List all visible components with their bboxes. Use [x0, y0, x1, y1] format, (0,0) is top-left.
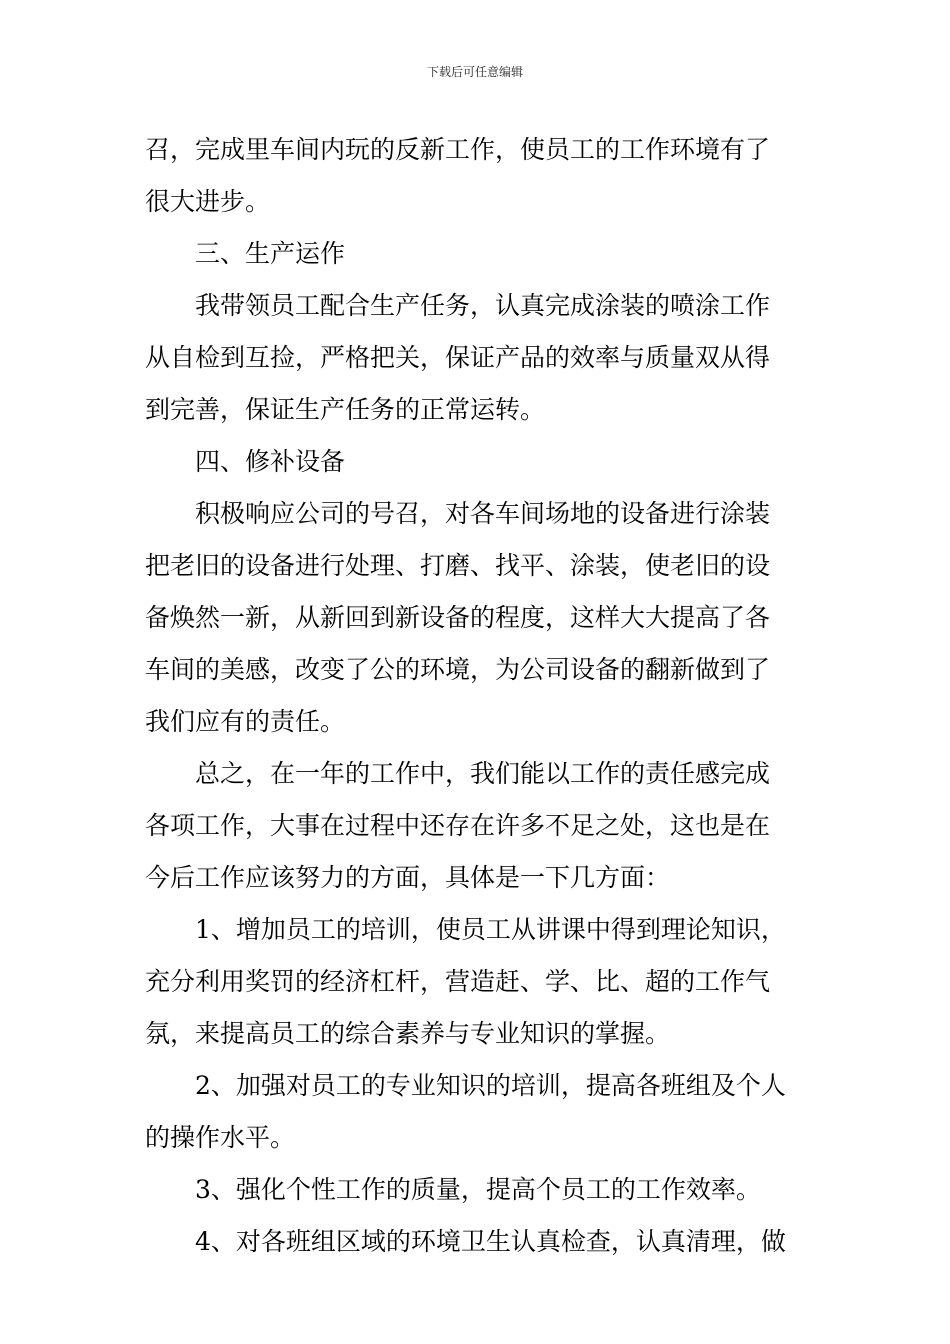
- section-heading: 四、修补设备: [195, 447, 346, 476]
- text-line: 召，完成里车间内玩的反新工作，使员工的工作环境有了: [145, 135, 771, 164]
- paragraph-start: 总之，在一年的工作中，我们能以工作的责任感完成: [195, 759, 771, 788]
- paragraph-start: 我带领员工配合生产任务，认真完成涂装的喷涂工作: [195, 291, 771, 320]
- text-line: 车间的美感，改变了公的环境，为公司设备的翻新做到了: [145, 655, 771, 684]
- section-heading: 三、生产运作: [195, 239, 346, 268]
- list-item-start: 2、加强对员工的专业知识的培训，提高各班组及个人: [195, 1071, 786, 1100]
- text-line: 从自检到互捡，严格把关，保证产品的效率与质量双从得: [145, 343, 771, 372]
- text-line: 很大进步。: [145, 187, 271, 216]
- list-item-start: 1、增加员工的培训，使员工从讲课中得到理论知识，: [195, 915, 786, 944]
- page-header: 下载后可任意编辑: [426, 65, 523, 79]
- paragraph-start: 积极响应公司的号召，对各车间场地的设备进行涂装: [195, 499, 771, 528]
- text-line: 今后工作应该努力的方面，具体是一下几方面：: [145, 863, 671, 892]
- text-line: 各项工作，大事在过程中还存在许多不足之处，这也是在: [145, 811, 771, 840]
- text-line: 备焕然一新，从新回到新设备的程度，这样大大提高了各: [145, 603, 771, 632]
- document-body: [145, 124, 807, 1268]
- text-line: 我们应有的责任。: [145, 707, 346, 736]
- list-item-start: 4、对各班组区域的环境卫生认真检查，认真清理，做: [195, 1227, 786, 1256]
- text-line: 充分利用奖罚的经济杠杆，营造赶、学、比、超的工作气: [145, 967, 771, 996]
- text-line: 到完善，保证生产任务的正常运转。: [145, 395, 546, 424]
- text-line: 把老旧的设备进行处理、打磨、找平、涂装，使老旧的设: [145, 551, 771, 580]
- text-line: 氛，来提高员工的综合素养与专业知识的掌握。: [145, 1019, 671, 1048]
- list-item-start: 3、强化个性工作的质量，提高个员工的工作效率。: [195, 1175, 761, 1204]
- text-line: 的操作水平。: [145, 1123, 296, 1152]
